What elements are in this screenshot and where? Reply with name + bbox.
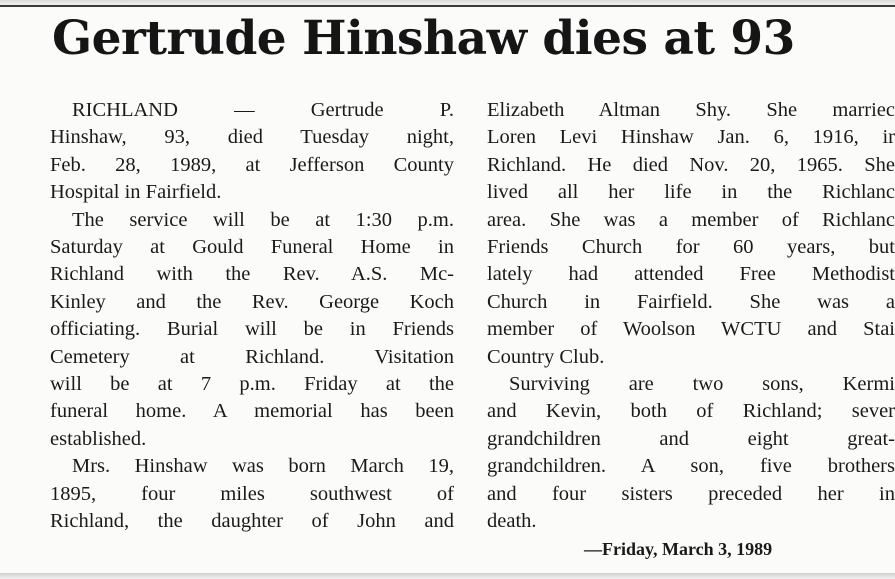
text-line: and four sisters preceded her in (487, 482, 895, 505)
text-line: Surviving are two sons, Kermi (509, 373, 895, 396)
text-line: Kinley and the Rev. George Koch (50, 290, 454, 313)
text-line: Cemetery at Richland. Visitation (50, 345, 454, 368)
text-line: area. She was a member of Richlanc (487, 208, 895, 231)
left-column (50, 97, 454, 536)
text-line: Richland, the daughter of John and (50, 510, 454, 533)
text-line: Feb. 28, 1989, at Jefferson County (50, 153, 454, 176)
text-line: Hospital in Fairfield. (50, 181, 222, 204)
text-line: Saturday at Gould Funeral Home in (50, 236, 454, 259)
dateline: —Friday, March 3, 1989 (584, 539, 773, 559)
text-line: Elizabeth Altman Shy. She marriec (487, 99, 895, 121)
right-column (487, 97, 895, 536)
text-line: Country Club. (487, 345, 605, 368)
text-line: The service will be at 1:30 p.m. (72, 208, 454, 231)
text-line: Church in Fairfield. She was a (487, 290, 895, 313)
text-line: death. (487, 510, 537, 533)
headline: Gertrude Hinshaw dies at 93 (52, 11, 795, 66)
text-line: grandchildren and eight great- (487, 427, 895, 450)
text-line: grandchildren. A son, five brothers (487, 455, 895, 478)
text-line: Loren Levi Hinshaw Jan. 6, 1916, ir (487, 126, 895, 149)
text-line: member of Woolson WCTU and Stai (487, 318, 895, 341)
text-line: Richland. He died Nov. 20, 1965. She (487, 153, 895, 176)
text-line: Hinshaw, 93, died Tuesday night, (50, 126, 454, 149)
text-line: officiating. Burial will be in Friends (50, 318, 454, 341)
text-line: Richland with the Rev. A.S. Mc- (50, 263, 454, 286)
text-line: RICHLAND — Gertrude P. (72, 99, 454, 121)
text-line: and Kevin, both of Richland; sever (487, 400, 895, 423)
text-line: lived all her life in the Richlanc (487, 181, 895, 204)
text-line: will be at 7 p.m. Friday at the (50, 373, 454, 396)
text-line: Friends Church for 60 years, but (487, 236, 895, 259)
text-line: lately had attended Free Methodist (487, 263, 895, 286)
text-line: Mrs. Hinshaw was born March 19, (72, 455, 454, 478)
text-line: 1895, four miles southwest of (50, 482, 454, 505)
text-line: funeral home. A memorial has been (50, 400, 454, 423)
text-line: established. (50, 427, 147, 450)
bottom-edge (0, 573, 895, 579)
